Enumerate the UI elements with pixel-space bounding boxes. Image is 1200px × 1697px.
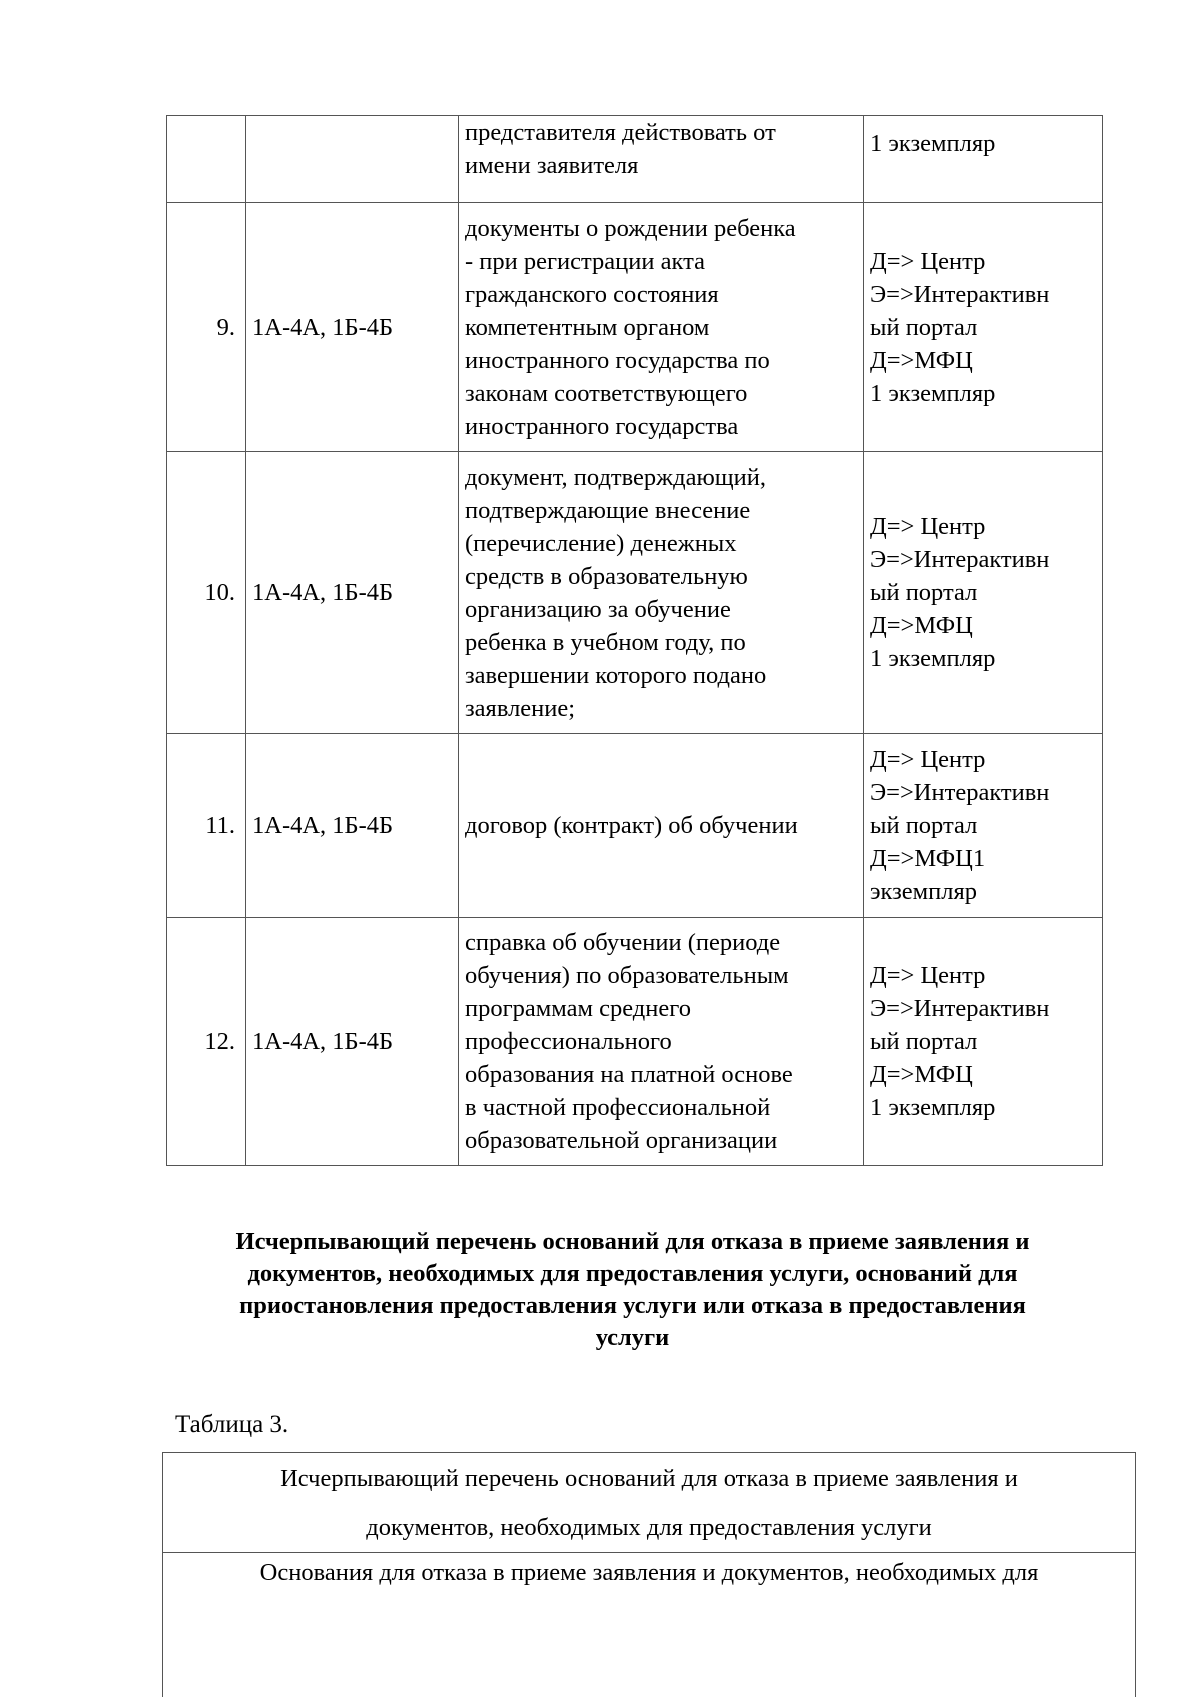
document-description: документы о рождении ребенка - при регистрации акта гражданского состояния компетентным органом иностранного государства по законам соответствующего иностранного государства [459,203,864,452]
grounds-table-header: Исчерпывающий перечень оснований для отказа в приеме заявления и документов, необходимых для предоставления услуги [163,1453,1135,1553]
row-number: 9. [167,203,246,452]
document-description: документ, подтверждающий, подтверждающие внесение (перечисление) денежных средств в образовательную организацию за обучение ребенка в учебном году, по завершении которого подано заявление; [459,452,864,734]
applicant-codes [246,116,459,203]
row-number: 10. [167,452,246,734]
submission-method: Д=> Центр Э=>Интерактивн ый портал Д=>МФЦ 1 экземпляр [864,918,1103,1166]
grounds-table [162,1452,1136,1697]
submission-method: 1 экземпляр [864,116,1103,203]
document-description: договор (контракт) об обучении [459,734,864,918]
submission-method: Д=> Центр Э=>Интерактивн ый портал Д=>МФЦ 1 экземпляр [864,452,1103,734]
applicant-codes: 1А-4А, 1Б-4Б [246,452,459,734]
section-heading: Исчерпывающий перечень оснований для отказа в приеме заявления и документов, необходимых для предоставления услуги, оснований для приостановления предоставления услуги или отказа в предоставления услуги [235,1228,1030,1351]
submission-method: Д=> Центр Э=>Интерактивн ый портал Д=>МФЦ 1 экземпляр [864,203,1103,452]
documents-table [166,115,1103,1166]
row-number: 12. [167,918,246,1166]
grounds-table-subheader: Основания для отказа в приеме заявления и документов, необходимых для [259,1559,1039,1586]
applicant-codes: 1А-4А, 1Б-4Б [246,918,459,1166]
table-row [167,918,1103,1166]
applicant-codes: 1А-4А, 1Б-4Б [246,203,459,452]
table-row [167,452,1103,734]
row-number [167,116,246,203]
table-row [167,116,1103,203]
applicant-codes: 1А-4А, 1Б-4Б [246,734,459,918]
table-row [167,203,1103,452]
submission-method: Д=> Центр Э=>Интерактивн ый портал Д=>МФЦ1 экземпляр [864,734,1103,918]
document-description: справка об обучении (периоде обучения) по образовательным программам среднего профессионального образования на платной основе в частной профессиональной образовательной организации [459,918,864,1166]
document-description: представителя действовать от имени заявителя [459,116,864,203]
row-number: 11. [167,734,246,918]
table-row [167,734,1103,918]
table-caption: Таблица 3. [175,1411,289,1438]
